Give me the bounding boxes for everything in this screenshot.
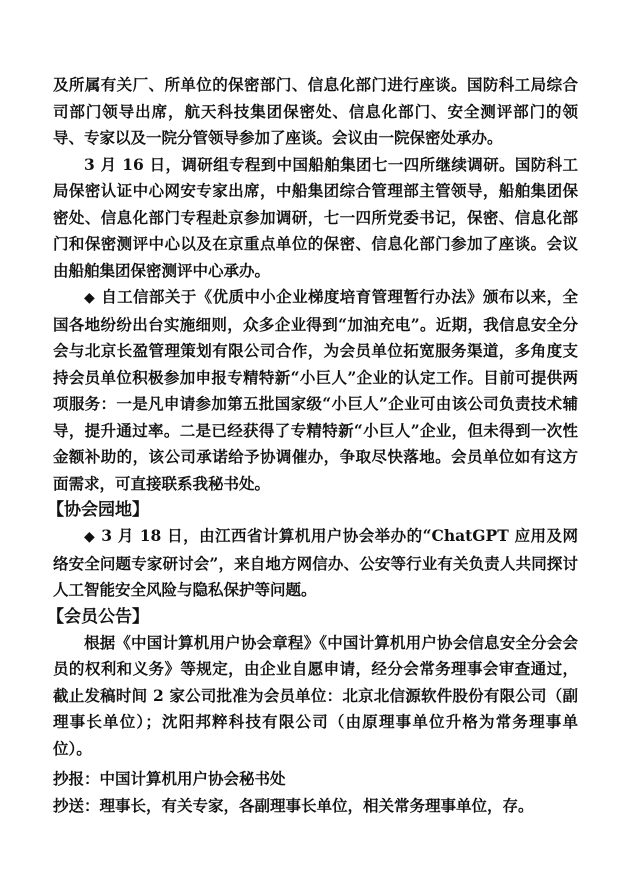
document-body [47, 72, 578, 819]
paragraph-continuation: 及所属有关厂、所单位的保密部门、信息化部门进行座谈。国防科工局综合司部门领导出席，航天科技集团保密处、信息化部门、安全测评部门的领导、专家以及一院分管领导参加了座谈。会议由一院保密处承办。 [53, 75, 578, 147]
paragraph-members: 根据《中国计算机用户协会章程》《中国计算机用户协会信息安全分会会员的权利和义务》等规定，由企业自愿申请，经分会常务理事会审查通过，截止发稿时间 2 家公司批准为会员单位：北京北信源软件股份有限公司（副理事长单位）；沈阳邦粹科技有限公司（由原理事单位升格为常务理事单位）。 [53, 632, 578, 758]
paragraph-smes [53, 284, 578, 497]
diamond-bullet-icon: ◆ [84, 290, 96, 306]
section-heading-association: 【协会园地】 [47, 500, 149, 520]
section-heading-members: 【会员公告】 [47, 606, 149, 627]
paragraph-chatgpt [53, 523, 578, 604]
paragraph-chatgpt-text: 3 月 18 日，由江西省计算机用户协会举办的“ChatGPT 应用及网络安全问题专家研讨会”，来自地方网信办、公安等行业有关负责人共同探讨人工智能安全风险与隐私保护等问题。 [53, 526, 578, 599]
diamond-bullet-icon: ◆ [84, 529, 96, 545]
paragraph-smes-text: 自工信部关于《优质中小企业梯度培育管理暂行办法》颁布以来，全国各地纷纷出台实施细则，众多企业得到“加油充电”。近期，我信息安全分会与北京长盈管理策划有限公司合作，为会员单位拓宽服务渠道，多角度支持会员单位积极参加申报专精特新“小巨人”企业的认定工作。目前可提供两项服务：一是凡申请参加第五批国家级“小巨人”企业可由该公司负责技术辅导，提升通过率。二是已经获得了专精特新“小巨人”企业，但未得到一次性金额补助的，该公司承诺给予协调催办，争取尽快落地。会员单位如有这方面需求，可直接联系我秘书处。 [53, 287, 578, 493]
paragraph-march16: 3 月 16 日，调研组专程到中国船舶集团七一四所继续调研。国防科工局保密认证中心网安专家出席，中船集团综合管理部主管领导，船舶集团保密处、信息化部门专程赴京参加调研，七一四所党委书记，保密、信息化部门和保密测评中心以及在京重点单位的保密、信息化部门参加了座谈。会议由船舶集团保密测评中心承办。 [53, 154, 578, 280]
copy-to-line: 抄送：理事长，有关专家，各副理事长单位，相关常务理事单位，存。 [53, 795, 534, 815]
report-to-line: 抄报：中国计算机用户协会秘书处 [53, 769, 286, 788]
